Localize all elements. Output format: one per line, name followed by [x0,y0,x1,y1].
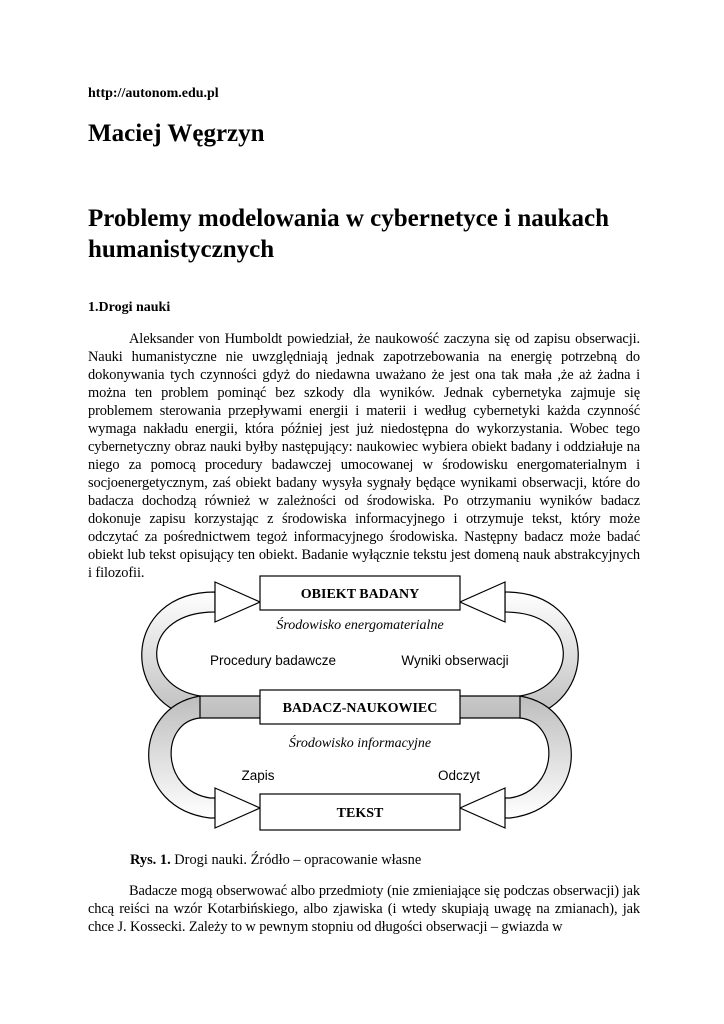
box-object-label: OBIEKT BADANY [300,587,420,602]
arrow-head-top-right [460,582,505,622]
box-researcher-label: BADACZ-NAUKOWIEC [282,701,438,716]
label-write: Zapis [241,768,275,783]
paragraph-2: Badacze mogą obserwować albo przedmioty (nie zmieniające się podczas obserwacji) jak chcą reiści na wzór Kotarbińskiego, albo zjawiska (i wtedy skupiają uwagę na zmianach), jak chce J. Kossecki. Zależy to w pewnym stopniu od długości obserwacji – gwiazda w [88,883,640,935]
arrow-head-top-left [215,582,260,622]
author-name: Maciej Węgrzyn [88,120,265,147]
arrow-head-bottom-left [215,788,260,828]
section-heading: 1.Drogi nauki [88,300,171,315]
caption-text: Drogi nauki. Źródło – opracowanie własne [170,852,422,868]
label-research-procedures: Procedury badawcze [209,653,337,668]
figure-diagram [140,568,580,848]
box-text-label: TEKST [336,806,384,821]
arrow-head-bottom-right [460,788,505,828]
paragraph-1: Aleksander von Humboldt powiedział, że naukowość zaczyna się od zapisu obserwacji. Nauki humanistyczne nie uwzględniają jednak zapotrzebowania na energię potrzebną do dokonywania tych czynności gdyż do niedawna uważano że jest ona tak mała ,że aż żadna i można ten problem pominąć bez szkody dla wyników. Jednak cybernetyka zajmuje się problemem sterowania przepływami energii i materii i według cybernetyki każda czynność wymaga nakładu energii, która później jest już niedostępna do wykorzystania. Wobec tego cybernetyczny obraz nauki byłby następujący: naukowiec wybiera obiekt badany i oddziałuje na niego za pomocą procedury badawczej umocowanej w środowisku energomaterialnym i socjoenergetycznym, zaś obiekt badany wysyła sygnały będące wynikami obserwacji, które do badacza dochodzą również w zależności od środowiska. Po otrzymaniu wyników badacz dokonuje zapisu korzystając z środowiska informacyjnego i otrzymuje tekst, który może odczytać za pośrednictwem tegoż informacyjnego środowiska. Następny badacz może badać obiekt lub tekst opisujący ten obiekt. Badanie wyłącznie tekstu jest domeną nauk abstrakcyjnych i filozofii. [88,331,640,581]
source-url: http://autonom.edu.pl [88,86,219,101]
document-title: Problemy modelowania w cybernetyce i naukach humanistycznych [88,205,610,263]
label-observation-results: Wyniki obserwacji [401,653,509,668]
label-read: Odczyt [437,768,481,783]
figure-caption [130,852,421,869]
env-information-label: Środowisko informacyjne [288,736,432,751]
caption-number: Rys. 1. [130,852,171,868]
env-energomaterial-label: Środowisko energomaterialne [276,618,444,633]
